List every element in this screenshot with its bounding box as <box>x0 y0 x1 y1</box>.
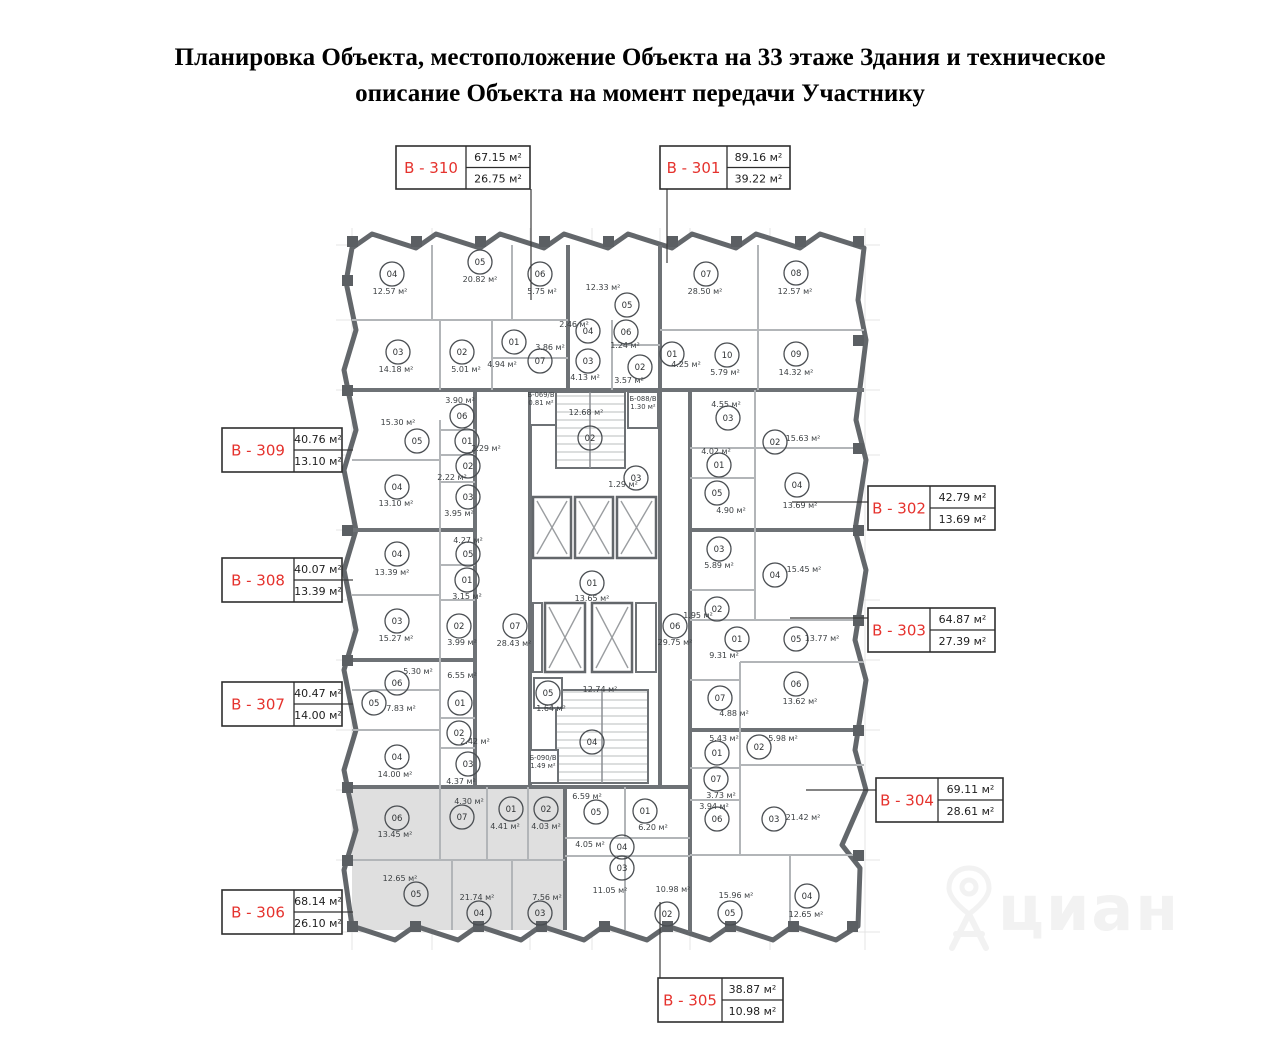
highlighted-apartment-b306 <box>352 787 565 930</box>
room-number: 05 <box>462 550 474 560</box>
room-number: 01 <box>461 437 473 447</box>
pillar <box>853 725 864 736</box>
callout-apartment-id: В - 310 <box>404 159 458 177</box>
room-area: 3.73 м² <box>706 791 736 800</box>
room-number: 05 <box>621 301 633 311</box>
pillar <box>853 443 864 454</box>
room-number: 05 <box>724 909 736 919</box>
service-label <box>527 391 554 407</box>
callout-total-area: 42.79 м² <box>938 491 987 504</box>
pillar <box>731 236 742 247</box>
title-line-2: описание Объекта на момент передачи Участнику <box>355 80 925 107</box>
room-area: 15.96 м² <box>718 891 754 900</box>
room-area: 21.74 м² <box>459 893 495 902</box>
pillar <box>347 921 358 932</box>
room-number: 05 <box>411 437 423 447</box>
service-label-code: Б-069/В <box>527 391 555 399</box>
room-number: 03 <box>392 348 404 358</box>
pillar <box>342 275 353 286</box>
room-number: 03 <box>582 357 594 367</box>
pillar <box>536 921 547 932</box>
room-area: 21.42 м² <box>785 813 821 822</box>
service-label-code: Б-088/В <box>629 395 657 403</box>
room-area: 4.25 м² <box>671 360 701 369</box>
pillar <box>411 236 422 247</box>
room-area: 4.94 м² <box>487 360 517 369</box>
pillar <box>603 236 614 247</box>
room-area: 15.27 м² <box>378 634 414 643</box>
callout-total-area: 40.07 м² <box>294 563 342 576</box>
room-number: 02 <box>634 363 646 373</box>
room-area: 6.20 м² <box>638 823 668 832</box>
callout-b307 <box>222 682 353 726</box>
room-area: 12.57 м² <box>777 287 813 296</box>
callout-total-area: 68.14 м² <box>294 895 342 908</box>
room-area: 14.00 м² <box>377 770 413 779</box>
room-number: 01 <box>666 350 678 360</box>
room-area: 20.82 м² <box>462 275 498 284</box>
room-area: 13.10 м² <box>378 499 414 508</box>
callout-apartment-id: В - 301 <box>666 159 721 177</box>
room-number: 01 <box>586 579 598 589</box>
callout-total-area: 40.76 м² <box>294 433 342 446</box>
room-number: 05 <box>368 699 380 709</box>
room-area: 10.98 м² <box>655 885 691 894</box>
pillar <box>725 921 736 932</box>
room-area: 4.88 м² <box>719 709 749 718</box>
callout-living-area: 10.98 м² <box>728 1005 777 1018</box>
pillar <box>788 921 799 932</box>
service-label <box>629 395 656 411</box>
room-area: 1.95 м² <box>683 611 713 620</box>
room-number: 06 <box>391 679 403 689</box>
room-number: 02 <box>711 605 723 615</box>
room-area: 5.43 м² <box>709 734 739 743</box>
callout-living-area: 13.10 м² <box>294 455 342 468</box>
room-area: 5.98 м² <box>768 734 798 743</box>
room-area: 12.57 м² <box>372 287 408 296</box>
room-number: 03 <box>713 545 725 555</box>
room-area: 14.18 м² <box>378 365 414 374</box>
room-number: 03 <box>462 760 474 770</box>
service-label-area: 1.30 м² <box>630 403 656 411</box>
room-area: 4.05 м² <box>575 840 605 849</box>
room-number: 06 <box>790 680 802 690</box>
room-number: 07 <box>534 357 546 367</box>
room-number: 07 <box>456 813 468 823</box>
room-area: 12.33 м² <box>585 283 621 292</box>
room-number: 05 <box>542 689 554 699</box>
callout-living-area: 13.69 м² <box>938 513 987 526</box>
pillar <box>342 385 353 396</box>
room-number: 03 <box>722 414 734 424</box>
room-area: 3.94 м² <box>699 802 729 811</box>
room-area: 4.30 м² <box>454 797 484 806</box>
room-number: 03 <box>534 909 546 919</box>
callout-apartment-id: В - 302 <box>872 499 926 518</box>
room-number: 02 <box>462 462 474 472</box>
room-area: 6.55 м² <box>447 671 477 680</box>
room-area: 3.86 м² <box>535 343 565 352</box>
callout-b306 <box>222 890 353 934</box>
callout-total-area: 40.47 м² <box>294 687 342 700</box>
room-number: 04 <box>616 843 628 853</box>
pillar <box>539 236 550 247</box>
room-area: 4.41 м² <box>490 822 520 831</box>
callout-b308 <box>222 558 353 602</box>
callout-living-area: 26.75 м² <box>474 172 522 186</box>
room-number: 02 <box>453 729 465 739</box>
room-area: 3.57 м² <box>614 376 644 385</box>
callout-living-area: 26.10 м² <box>294 917 342 930</box>
room-area: 11.05 м² <box>592 886 628 895</box>
room-area: 4.27 м² <box>453 536 483 545</box>
room-number: 04 <box>586 738 598 748</box>
room-number: 04 <box>801 892 813 902</box>
room-number: 01 <box>461 576 473 586</box>
callout-apartment-id: В - 306 <box>231 903 285 922</box>
room-area: 13.39 м² <box>374 568 410 577</box>
callout-apartment-id: В - 305 <box>663 991 717 1010</box>
room-number: 04 <box>791 481 803 491</box>
pillar <box>853 525 864 536</box>
room-number: 01 <box>454 699 466 709</box>
room-area: 12.65 м² <box>788 910 824 919</box>
room-area: 12.68 м² <box>568 408 604 417</box>
room-area: 2.42 м² <box>460 737 490 746</box>
room-number: 04 <box>769 571 781 581</box>
room-number: 01 <box>713 461 725 471</box>
service-label-area: 0.81 м² <box>528 399 554 407</box>
room-number: 07 <box>714 694 726 704</box>
room-number: 02 <box>753 743 765 753</box>
room-number: 05 <box>410 890 422 900</box>
room-number: 04 <box>391 753 403 763</box>
callout-living-area: 13.39 м² <box>294 585 342 598</box>
room-number: 07 <box>710 775 722 785</box>
pillar <box>473 921 484 932</box>
pillar <box>853 850 864 861</box>
room-number: 04 <box>582 327 594 337</box>
callout-apartment-id: В - 304 <box>880 791 934 810</box>
pillar <box>342 655 353 666</box>
room-area: 1.29 м² <box>608 480 638 489</box>
room-area: 28.43 м² <box>496 639 532 648</box>
room-area: 1.24 м² <box>610 341 640 350</box>
watermark-text: циан <box>998 871 1181 945</box>
callout-total-area: 38.87 м² <box>728 983 777 996</box>
room-area: 13.45 м² <box>377 830 413 839</box>
pillar <box>667 236 678 247</box>
pillar <box>853 615 864 626</box>
apartment-b306-highlight <box>352 787 565 930</box>
room-area: 3.90 м² <box>445 396 475 405</box>
room-number: 09 <box>790 350 802 360</box>
room-number: 04 <box>391 550 403 560</box>
room-area: 3.99 м² <box>447 638 477 647</box>
callout-apartment-id: В - 308 <box>231 571 285 590</box>
room-number: 01 <box>639 807 651 817</box>
room-number: 02 <box>456 348 468 358</box>
room-number: 06 <box>711 815 723 825</box>
service-label-area: 1.49 м² <box>530 762 556 770</box>
room-number: 01 <box>731 635 743 645</box>
room-number: 06 <box>456 412 468 422</box>
pillar <box>342 855 353 866</box>
callout-living-area: 28.61 м² <box>946 805 995 818</box>
pillar <box>347 236 358 247</box>
room-number: 02 <box>584 434 596 444</box>
pillar <box>853 236 864 247</box>
room-number: 05 <box>711 489 723 499</box>
room-number: 01 <box>711 749 723 759</box>
room-number: 02 <box>769 438 781 448</box>
room-area: 13.69 м² <box>782 501 818 510</box>
room-number: 06 <box>620 328 632 338</box>
callout-total-area: 69.11 м² <box>946 783 995 796</box>
pillar <box>795 236 806 247</box>
room-area: 13.65 м² <box>574 594 610 603</box>
room-area: 2.46 м² <box>559 320 589 329</box>
room-number: 07 <box>700 270 712 280</box>
room-number: 10 <box>721 351 733 361</box>
room-area: 5.75 м² <box>527 287 557 296</box>
callout-b309 <box>222 428 353 472</box>
room-number: 06 <box>669 622 681 632</box>
room-area: 13.77 м² <box>804 634 840 643</box>
room-area: 14.32 м² <box>778 368 814 377</box>
room-area: 2.22 м² <box>437 473 467 482</box>
room-area: 9.31 м² <box>709 651 739 660</box>
room-number: 02 <box>661 910 673 920</box>
pillar <box>342 782 353 793</box>
room-number: 02 <box>540 805 552 815</box>
room-number: 05 <box>790 635 802 645</box>
pillar <box>475 236 486 247</box>
room-area: 7.83 м² <box>386 704 416 713</box>
room-number: 08 <box>790 269 802 279</box>
room-area: 1.64 м² <box>536 704 566 713</box>
room-number: 03 <box>391 617 403 627</box>
room-number: 01 <box>508 338 520 348</box>
room-area: 2.29 м² <box>471 444 501 453</box>
callout-living-area: 27.39 м² <box>938 635 987 648</box>
title-line-1: Планировка Объекта, местоположение Объекта на 33 этаже Здания и техническое <box>174 44 1106 71</box>
callout-total-area: 64.87 м² <box>938 613 987 626</box>
room-area: 12.74 м² <box>582 685 618 694</box>
room-number: 06 <box>534 270 546 280</box>
callout-apartment-id: В - 303 <box>872 621 926 640</box>
room-area: 28.50 м² <box>687 287 723 296</box>
room-area: 4.37 м² <box>446 777 476 786</box>
room-area: 29.75 м² <box>657 638 693 647</box>
service-label-code: Б-090/В <box>529 754 557 762</box>
pillar <box>342 525 353 536</box>
shaft-niche <box>636 603 656 672</box>
room-area: 6.59 м² <box>572 792 602 801</box>
room-area: 12.65 м² <box>382 874 418 883</box>
room-number: 02 <box>453 622 465 632</box>
room-area: 13.62 м² <box>782 697 818 706</box>
room-number: 04 <box>386 270 398 280</box>
room-number: 03 <box>630 474 642 484</box>
room-number: 04 <box>473 909 485 919</box>
service-label <box>529 754 556 770</box>
callout-total-area: 67.15 м² <box>474 150 522 164</box>
room-area: 15.45 м² <box>786 565 822 574</box>
room-area: 4.13 м² <box>570 373 600 382</box>
room-number: 05 <box>590 808 602 818</box>
room-number: 04 <box>391 483 403 493</box>
pillar <box>410 921 421 932</box>
room-number: 05 <box>474 258 486 268</box>
callout-total-area: 89.16 м² <box>734 150 783 164</box>
room-area: 15.30 м² <box>380 418 416 427</box>
room-area: 15.63 м² <box>785 434 821 443</box>
room-area: 7.56 м² <box>532 893 562 902</box>
room-number: 07 <box>509 622 521 632</box>
room-area: 4.90 м² <box>716 506 746 515</box>
room-number: 03 <box>768 815 780 825</box>
callout-apartment-id: В - 307 <box>231 695 285 714</box>
pillar <box>847 921 858 932</box>
room-area: 4.02 м² <box>701 447 731 456</box>
callout-apartment-id: В - 309 <box>231 441 285 460</box>
callout-living-area: 14.00 м² <box>294 709 342 722</box>
room-area: 5.30 м² <box>403 667 433 676</box>
pillar <box>853 335 864 346</box>
room-number: 03 <box>616 864 628 874</box>
room-area: 4.55 м² <box>711 400 741 409</box>
callout-living-area: 39.22 м² <box>734 172 783 186</box>
room-area: 3.15 м² <box>452 592 482 601</box>
room-area: 5.01 м² <box>451 365 481 374</box>
pillar <box>599 921 610 932</box>
room-area: 3.95 м² <box>444 509 474 518</box>
room-number: 06 <box>391 814 403 824</box>
shaft-niche <box>533 603 542 672</box>
room-area: 5.89 м² <box>704 561 734 570</box>
room-area: 5.79 м² <box>710 368 740 377</box>
room-number: 01 <box>505 805 517 815</box>
room-number: 03 <box>462 493 474 503</box>
room-area: 4.03 м² <box>531 822 561 831</box>
